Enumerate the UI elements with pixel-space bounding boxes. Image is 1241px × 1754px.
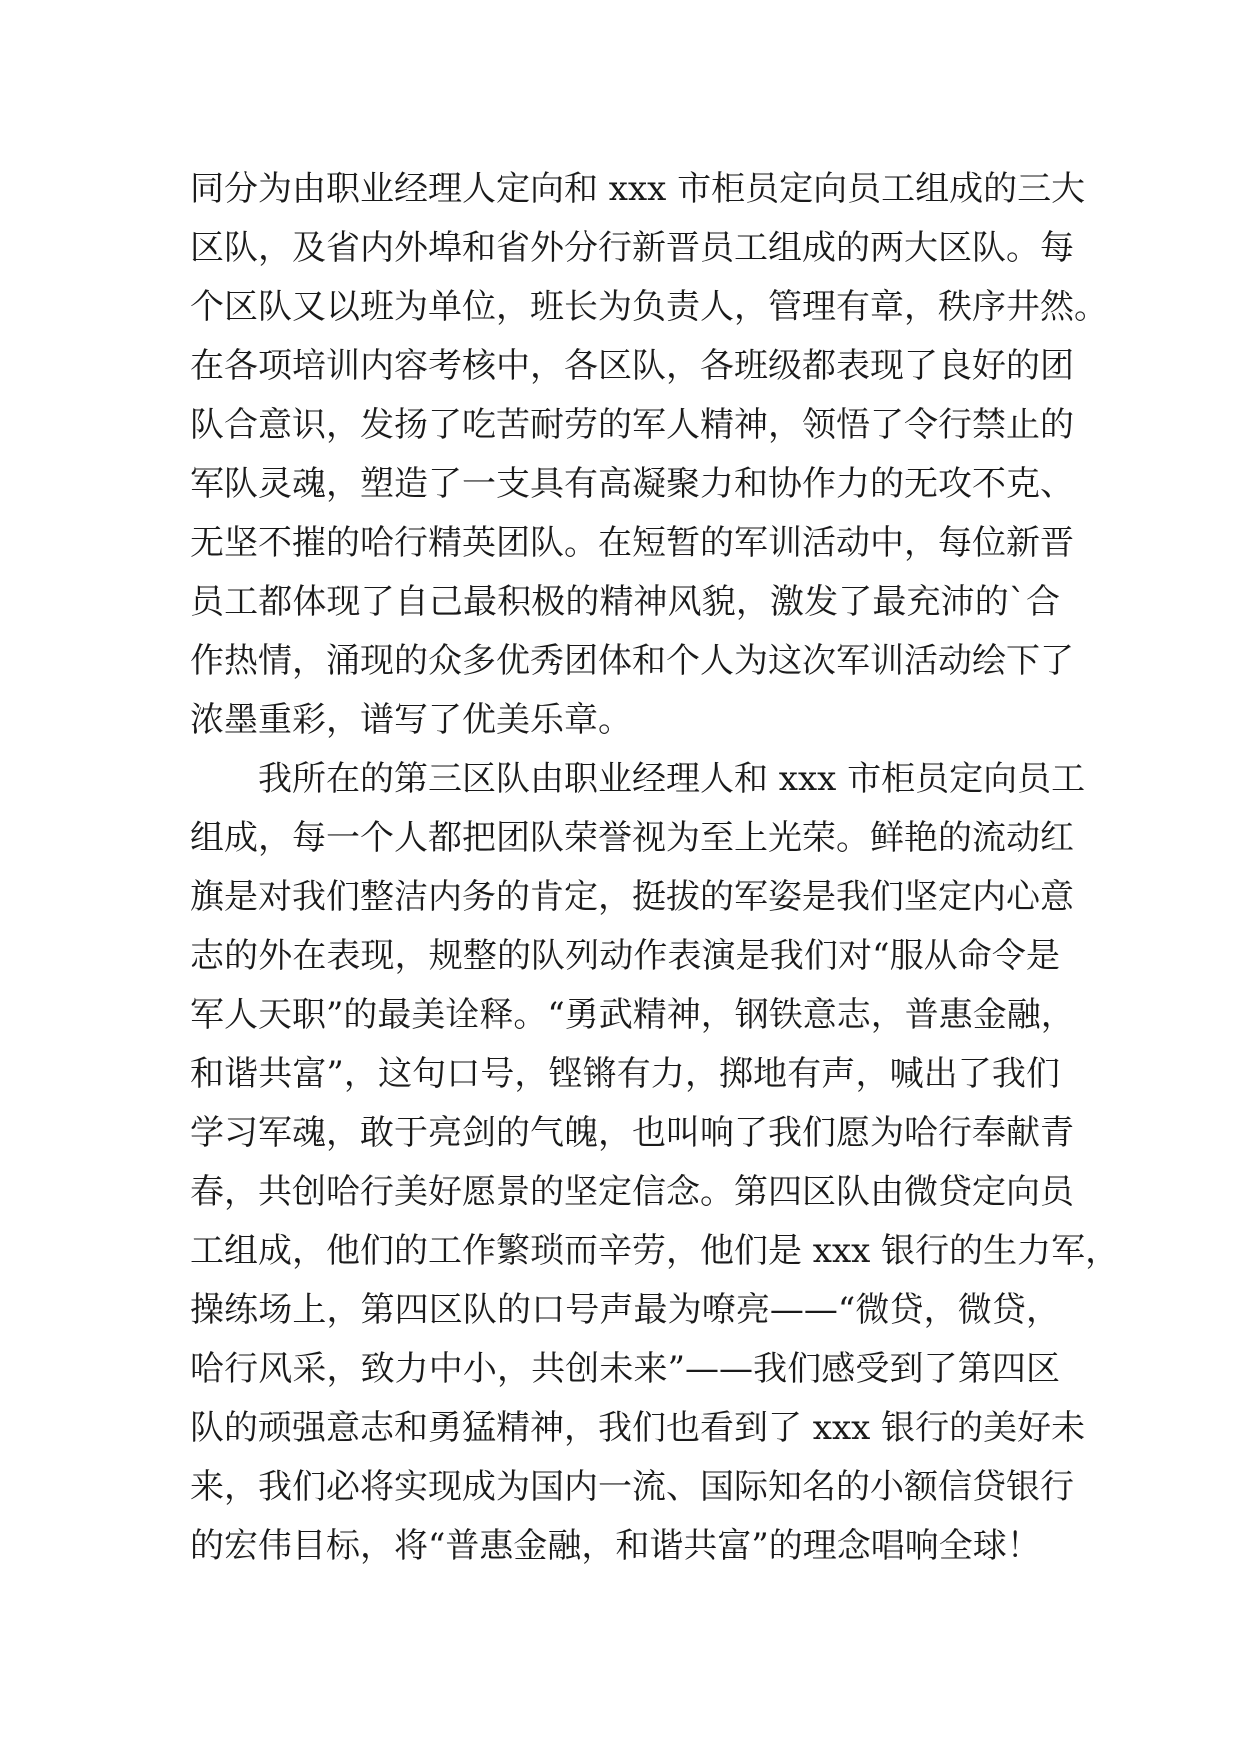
- text-line: 操练场上，第四区队的口号声最为嘹亮——“微贷，微贷，: [190, 1290, 1060, 1330]
- text-line: 志的外在表现，规整的队列动作表演是我们对“服从命令是: [190, 936, 1060, 976]
- text-line: 哈行风采，致力中小，共创未来”——我们感受到了第四区: [190, 1349, 1060, 1389]
- text-line: 员工都体现了自己最积极的精神风貌，激发了最充沛的`合: [190, 582, 1060, 622]
- text-line: 和谐共富”，这句口号，铿锵有力，掷地有声，喊出了我们: [190, 1054, 1060, 1094]
- text-line: 组成，每一个人都把团队荣誉视为至上光荣。鲜艳的流动红: [190, 818, 1074, 858]
- text-line: 来，我们必将实现成为国内一流、国际知名的小额信贷银行: [190, 1467, 1074, 1507]
- text-line: 在各项培训内容考核中，各区队，各班级都表现了良好的团: [190, 346, 1074, 386]
- text-line: 无坚不摧的哈行精英团队。在短暂的军训活动中，每位新晋: [190, 523, 1074, 563]
- text-line: 浓墨重彩，谱写了优美乐章。: [190, 700, 632, 740]
- text-line: 春，共创哈行美好愿景的坚定信念。第四区队由微贷定向员: [190, 1172, 1074, 1212]
- text-line: 我所在的第三区队由职业经理人和 xxx 市柜员定向员工: [258, 759, 1086, 799]
- text-line: 同分为由职业经理人定向和 xxx 市柜员定向员工组成的三大: [190, 169, 1086, 209]
- text-line: 学习军魂，敢于亮剑的气魄，也叫响了我们愿为哈行奉献青: [190, 1113, 1074, 1153]
- text-line: 作热情，涌现的众多优秀团体和个人为这次军训活动绘下了: [190, 641, 1074, 681]
- text-line: 队合意识，发扬了吃苦耐劳的军人精神，领悟了令行禁止的: [190, 405, 1074, 445]
- text-line: 军人天职”的最美诠释。“勇武精神，钢铁意志，普惠金融，: [190, 995, 1075, 1035]
- text-line: 队的顽强意志和勇猛精神，我们也看到了 xxx 银行的美好未: [190, 1408, 1086, 1448]
- text-line: 军队灵魂，塑造了一支具有高凝聚力和协作力的无攻不克、: [190, 464, 1074, 504]
- text-line: 区队，及省内外埠和省外分行新晋员工组成的两大区队。每: [190, 228, 1074, 268]
- body-text: [190, 160, 1120, 1576]
- paragraph-1: [190, 160, 1108, 750]
- text-line: 旗是对我们整洁内务的肯定，挺拔的军姿是我们坚定内心意: [190, 877, 1074, 917]
- text-line: 个区队又以班为单位，班长为负责人，管理有章，秩序井然。: [190, 287, 1108, 327]
- text-line: 的宏伟目标，将“普惠金融，和谐共富”的理念唱响全球！: [190, 1526, 1041, 1566]
- paragraph-2: [190, 750, 1120, 1576]
- text-line: 工组成，他们的工作繁琐而辛劳，他们是 xxx 银行的生力军，: [190, 1231, 1120, 1271]
